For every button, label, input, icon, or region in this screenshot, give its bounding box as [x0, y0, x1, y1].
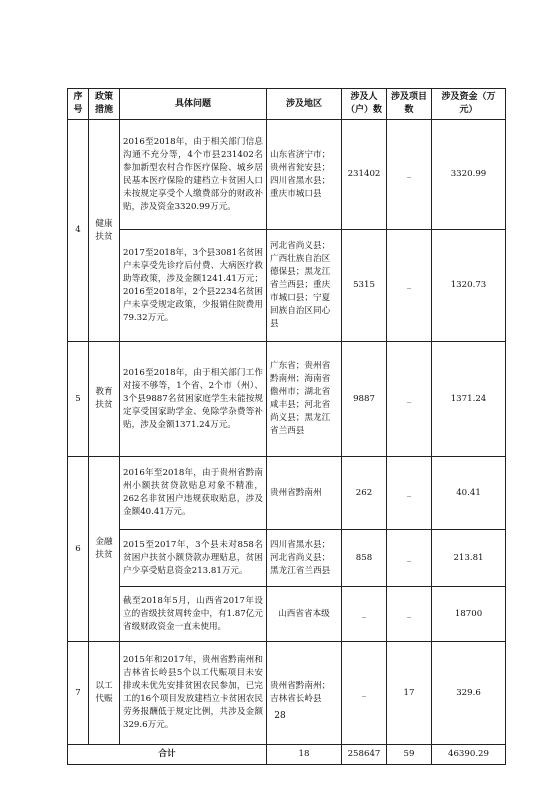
seq-cell: 5 — [68, 342, 89, 457]
problem-cell: 2016年至2018年，由于贵州省黔南州小额扶贫贷款贴息对象不精准，262名非贫困户违规获取贴息，涉及金额40.41万元。 — [120, 457, 267, 530]
total-funds: 46390.29 — [432, 745, 506, 765]
seq-cell: 6 — [68, 457, 89, 642]
people-cell: 262 — [342, 457, 387, 530]
projects-cell: 17 — [387, 642, 432, 745]
funds-cell: 213.81 — [432, 530, 506, 587]
funds-cell: 329.6 — [432, 642, 506, 745]
projects-cell: _ — [387, 587, 432, 642]
problem-cell: 2016至2018年，由于相关部门信息沟通不充分等，4个市县231402名参加新型农村合作医疗保险、城乡居民基本医疗保险的建档立卡贫困人口未按规定享受个人缴费部分的财政补贴，涉及资金3320.99万元。 — [120, 120, 267, 230]
people-cell: _ — [342, 642, 387, 745]
region-cell: 河北省尚义县；广西壮族自治区德保县；黑龙江省兰西县；重庆市城口县；宁夏回族自治区同心县 — [267, 230, 342, 342]
problem-cell: 2015至2017年，3个县未对858名贫困户扶贫小额贷款办理贴息，贫困户少享受贴息资金213.81万元。 — [120, 530, 267, 587]
funds-cell: 1371.24 — [432, 342, 506, 457]
total-people: 258647 — [342, 745, 387, 765]
region-cell: 山西省省本级 — [267, 587, 342, 642]
projects-cell: _ — [387, 457, 432, 530]
header-projects: 涉及项目数 — [387, 89, 432, 120]
region-cell: 贵州省黔南州 — [267, 457, 342, 530]
table-row — [68, 230, 506, 342]
people-cell: 858 — [342, 530, 387, 587]
funds-cell: 18700 — [432, 587, 506, 642]
people-cell: 9887 — [342, 342, 387, 457]
people-cell: 231402 — [342, 120, 387, 230]
problem-cell: 2017至2018年，3个县3081名贫困户未享受先诊疗后付费、大病医疗救助等政策，涉及金额1241.41万元；2016至2018年，2个县2234名贫困户未享受规定政策，少报销住院费用79.32万元。 — [120, 230, 267, 342]
policy-cell: 健康扶贫 — [89, 120, 120, 342]
region-cell: 贵州省黔南州；吉林省长岭县 — [267, 642, 342, 745]
policy-cell: 以工代赈 — [89, 642, 120, 745]
people-cell: 5315 — [342, 230, 387, 342]
page-number: 28 — [274, 711, 286, 721]
total-projects: 59 — [387, 745, 432, 765]
projects-cell: _ — [387, 530, 432, 587]
seq-cell: 4 — [68, 120, 89, 342]
funds-cell: 3320.99 — [432, 120, 506, 230]
problem-cell: 2015年和2017年，贵州省黔南州和吉林省长岭县5个以工代赈项目未安排或未优先安排贫困农民参加，已完工的16个项目发放建档立卡贫困农民劳务报酬低于规定比例，共涉及金额329.6万元。 — [120, 642, 267, 745]
problem-cell: 截至2018年5月，山西省2017年设立的省级扶贫周转金中，有1.87亿元省级财政资金一直未使用。 — [120, 587, 267, 642]
projects-cell: _ — [387, 342, 432, 457]
audit-table — [67, 88, 506, 765]
total-row — [68, 745, 506, 765]
table-row — [68, 457, 506, 530]
header-region: 涉及地区 — [267, 89, 342, 120]
total-label: 合计 — [68, 745, 267, 765]
header-people: 涉及人（户）数 — [342, 89, 387, 120]
header-funds: 涉及资金（万元） — [432, 89, 506, 120]
funds-cell: 40.41 — [432, 457, 506, 530]
policy-cell: 金融扶贫 — [89, 457, 120, 642]
funds-cell: 1320.73 — [432, 230, 506, 342]
table-row — [68, 530, 506, 587]
region-cell: 四川省黑水县；河北省尚义县；黑龙江省兰西县 — [267, 530, 342, 587]
region-cell: 山东省济宁市；贵州省瓮安县；四川省黑水县；重庆市城口县 — [267, 120, 342, 230]
problem-cell: 2016至2018年，由于相关部门工作对接不够等，1个省、2个市（州）、3个县9887名贫困家庭学生未能按规定享受国家助学金、免除学杂费等补贴，涉及金额1371.24万元。 — [120, 342, 267, 457]
header-policy: 政策措施 — [89, 89, 120, 120]
projects-cell: _ — [387, 230, 432, 342]
header-seq: 序号 — [68, 89, 89, 120]
table-row — [68, 120, 506, 230]
table-row — [68, 342, 506, 457]
total-regions: 18 — [267, 745, 342, 765]
region-cell: 广东省；贵州省黔南州；海南省儋州市；湖北省咸丰县；河北省尚义县；黑龙江省兰西县 — [267, 342, 342, 457]
seq-cell: 7 — [68, 642, 89, 745]
policy-cell: 教育扶贫 — [89, 342, 120, 457]
table-row — [68, 587, 506, 642]
projects-cell: _ — [387, 120, 432, 230]
table-row — [68, 642, 506, 745]
header-problem: 具体问题 — [120, 89, 267, 120]
people-cell: _ — [342, 587, 387, 642]
